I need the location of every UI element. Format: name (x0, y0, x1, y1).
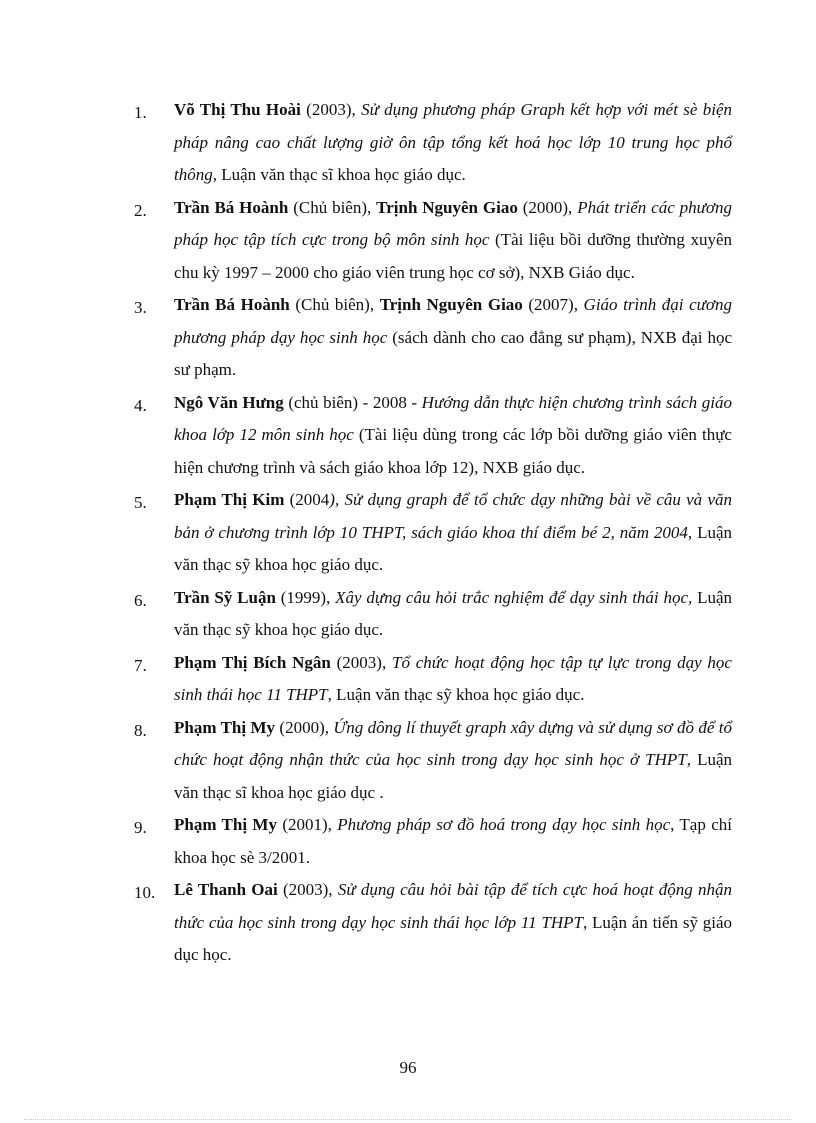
reference-author: Phạm Thị My (174, 815, 277, 834)
reference-publisher: (Tài liệu dùng trong các lớp bồi dưỡng giáo viên thực hiện chương trình và sách giáo khoa lớp 12), NXB giáo dục. (174, 425, 732, 477)
reference-year: (chủ biên) - 2008 - (283, 392, 422, 412)
reference-role: (Chủ biên), (289, 295, 380, 314)
reference-publisher: , Tạp chí khoa học sè 3/2001. (174, 815, 732, 867)
reference-number: 4. (134, 395, 147, 415)
reference-author: Phạm Thị My (174, 717, 276, 737)
page-number: 96 (399, 1058, 417, 1077)
reference-number: 2. (134, 200, 147, 220)
page-bottom-divider (24, 1119, 792, 1120)
reference-author: Ngô Văn Hưng (174, 392, 284, 412)
reference-year: (2000), (517, 197, 578, 217)
reference-item (134, 712, 732, 810)
reference-author: Trần Bá Hoành (174, 295, 290, 314)
reference-title: Ứng dông lí thuyết graph xây dựng và sử dụng sơ đồ để tổ chức hoạt động nhận thức của học sinh trong dạy học sinh học ở THPT (174, 717, 733, 769)
reference-publisher: (sách dành cho cao đẳng sư phạm), NXB đại học sư phạm. (174, 327, 732, 379)
reference-year: (2000), (275, 717, 334, 737)
reference-item (134, 809, 732, 874)
reference-item (134, 647, 732, 712)
reference-list (134, 94, 732, 972)
reference-title: Xây dựng câu hỏi trắc nghiệm để dạy sinh thái học, (335, 587, 693, 607)
reference-publisher: , Luận án tiến sỹ giáo dục học. (174, 912, 732, 964)
reference-title: ), Sử dụng graph để tổ chức dạy những bài về câu và văn bản ở chương trình lớp 10 THPT, sách giáo khoa thí điểm bé 2, năm 2004 (174, 490, 732, 542)
reference-author: Lê Thanh Oai (174, 880, 278, 899)
reference-title: Hướng dẫn thực hiện chương trình sách giáo khoa lớp 12 môn sinh học (174, 392, 732, 444)
reference-number: 3. (134, 298, 147, 317)
reference-item (134, 387, 732, 485)
reference-number: 7. (134, 655, 147, 675)
reference-publisher: Luận văn thạc sỹ khoa học giáo dục. (174, 587, 733, 639)
reference-title: Tổ chức hoạt động học tập tự lực trong dạy học sinh thái học 11 THPT (174, 652, 732, 704)
reference-year: (1999), (275, 587, 336, 607)
reference-item (134, 582, 732, 647)
reference-item (134, 874, 732, 972)
reference-author: Trần Bá Hoành (174, 197, 289, 217)
reference-coauthor: Trịnh Nguyên Giao (379, 295, 523, 314)
reference-publisher: Luận văn thạc sĩ khoa học giáo dục. (216, 165, 466, 184)
reference-author: Phạm Thị Bích Ngân (174, 652, 331, 672)
reference-title: Sử dụng câu hỏi bài tập để tích cực hoá hoạt động nhận thức của học sinh trong dạy học sinh thái học lớp 11 THPT (174, 880, 732, 932)
reference-author: Phạm Thị Kim (174, 490, 285, 509)
reference-coauthor: Trịnh Nguyên Giao (376, 197, 518, 217)
reference-year: (2003), (300, 100, 362, 119)
reference-year: (2007), (522, 295, 584, 314)
reference-number: 9. (134, 818, 147, 837)
reference-item (134, 289, 732, 387)
reference-publisher: , Luận văn thạc sỹ khoa học giáo dục. (327, 685, 585, 704)
reference-publisher: , Luận văn thạc sỹ khoa học giáo dục. (174, 522, 733, 574)
reference-title: Phương pháp sơ đồ hoá trong dạy học sinh học (337, 815, 671, 834)
reference-number: 6. (134, 590, 147, 610)
reference-number: 8. (134, 720, 147, 740)
reference-item (134, 192, 732, 290)
reference-title: Giáo trình đại cương phương pháp dạy học sinh học (174, 295, 732, 347)
reference-year: (2003), (277, 880, 338, 899)
reference-number: 5. (134, 493, 147, 512)
reference-author: Võ Thị Thu Hoài (174, 100, 301, 119)
reference-number: 10. (134, 883, 156, 902)
reference-number: 1. (134, 103, 147, 122)
reference-title: Phát triển các phương pháp học tập tích cực trong bộ môn sinh học (174, 197, 732, 249)
reference-year: (2001), (276, 815, 338, 834)
reference-item (134, 94, 732, 192)
reference-year: (2004 (284, 490, 330, 509)
reference-year: (2003), (330, 652, 392, 672)
reference-publisher: , Luận văn thạc sĩ khoa học giáo dục . (174, 750, 732, 802)
reference-author: Trần Sỹ Luận (174, 587, 276, 607)
reference-item (134, 484, 732, 582)
reference-title: Sử dụng phương pháp Graph kết hợp với mét sè biện pháp nâng cao chất lượng giờ ôn tập tổng kết hoá học lớp 10 trung học phổ thông, (174, 100, 732, 184)
reference-role: (Chủ biên), (288, 197, 377, 217)
reference-publisher: (Tài liệu bồi dưỡng thường xuyên chu kỳ 1997 – 2000 cho giáo viên trung học cơ sở), NXB Giáo dục. (174, 230, 732, 282)
